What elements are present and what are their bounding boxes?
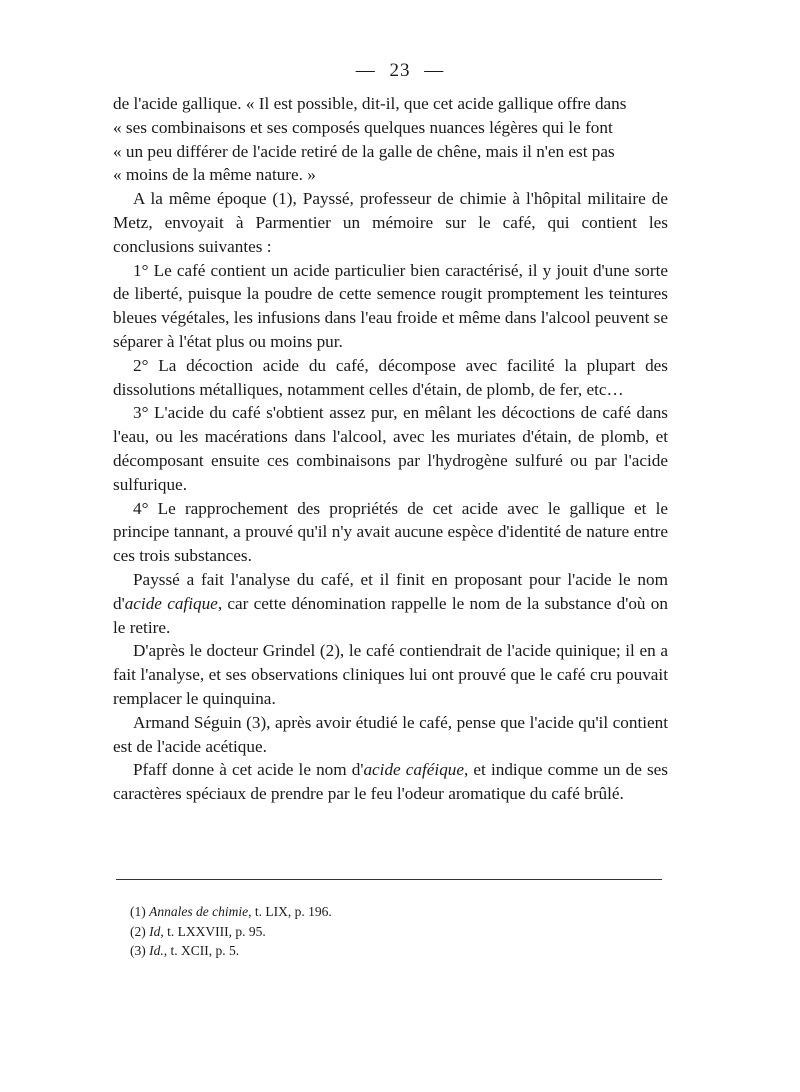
- text-run: , car cette dénomination rappelle le nom de la substance d'où on le retire.: [113, 593, 668, 637]
- paragraph-acide-cafique: [113, 568, 668, 639]
- text-run: Payssé a fait l'analyse du café, et il finit en proposant pour l'acide le nom d': [113, 569, 668, 613]
- paragraph-pfaff: [113, 758, 668, 806]
- page-number-dash-left: —: [355, 60, 376, 81]
- footnote-reference: , t. LXXVIII, p. 95.: [160, 923, 266, 939]
- paragraph-conclusion-3: 3° L'acide du café s'obtient assez pur, en mêlant les décoctions de café dans l'eau, ou les macérations dans l'alcool, avec les muriates d'étain, de plomb, et décomposant ensuite ces combinaisons par l'hydrogène sulfuré ou par l'acide sulfurique.: [113, 403, 668, 494]
- text-run: Pfaff donne à cet acide le nom d': [133, 760, 364, 780]
- footnote-reference: , t. LIX, p. 196.: [248, 904, 332, 919]
- page-number-value: 23: [389, 60, 411, 81]
- footnote-source: Id: [149, 923, 161, 939]
- page-number: [0, 60, 800, 82]
- paragraph-payssé-memoire: A la même époque (1), Payssé, professeur de chimie à l'hôpital militaire de Metz, envoyait à Parmentier un mémoire sur le café, qui contient les conclusions suivantes :: [113, 189, 668, 256]
- paragraph-seguin: Armand Séguin (3), après avoir étudié le café, pense que l'acide qu'il contient est de l'acide acétique.: [113, 712, 668, 756]
- footnote-number: (3): [130, 943, 146, 958]
- paragraph-conclusion-4: 4° Le rapprochement des propriétés de cet acide avec le gallique et le principe tannant, a prouvé qu'il n'y avait aucune espèce d'identité de nature entre ces trois substances.: [113, 498, 668, 566]
- footnote-number: (1): [130, 904, 146, 919]
- footnotes: [130, 902, 630, 961]
- body-text: [113, 92, 668, 806]
- paragraph-conclusion-1: 1° Le café contient un acide particulier bien caractérisé, il y jouit d'une sorte de liberté, puisque la poudre de cette semence rougit promptement les teintures bleues végétales, les infusions dans l'eau froide et même dans l'alcool peuvent se séparer à l'état plus ou moins pur.: [113, 260, 668, 351]
- quote-line-1: de l'acide gallique. « Il est possible, dit-il, que cet acide gallique offre dans: [113, 94, 627, 113]
- footnote-3: [130, 941, 630, 961]
- term-acide-cafique: acide cafique: [124, 593, 218, 613]
- footnote-source: Id.: [149, 943, 164, 958]
- footnote-2: [130, 922, 630, 942]
- paragraph-conclusion-2: 2° La décoction acide du café, décompose avec facilité la plupart des dissolutions métalliques, notamment celles d'étain, de plomb, de fer, etc…: [113, 355, 668, 399]
- footnote-number: (2): [130, 923, 146, 939]
- footnote-divider: [116, 879, 662, 880]
- footnote-reference: , t. XCII, p. 5.: [163, 943, 240, 958]
- paragraph-grindel: D'après le docteur Grindel (2), le café contiendrait de l'acide quinique; il en a fait l'analyse, et ses observations cliniques lui ont prouvé que le café cru pouvait remplacer le quinquina.: [113, 641, 668, 708]
- quote-line-2: « ses combinaisons et ses composés quelques nuances légères qui le font: [113, 117, 613, 137]
- text-run: , et indique comme un de ses caractères spéciaux de prendre par le feu l'odeur aromatique du café brûlé.: [113, 760, 668, 804]
- quote-line-4: « moins de la même nature. »: [113, 165, 316, 185]
- page-number-dash-right: —: [424, 60, 445, 81]
- quote-line-3: « un peu différer de l'acide retiré de la galle de chêne, mais il n'en est pas: [113, 141, 615, 161]
- footnote-source: Annales de chimie: [149, 904, 249, 919]
- term-acide-cafeique: acide caféique: [363, 760, 465, 780]
- footnote-1: [130, 902, 630, 922]
